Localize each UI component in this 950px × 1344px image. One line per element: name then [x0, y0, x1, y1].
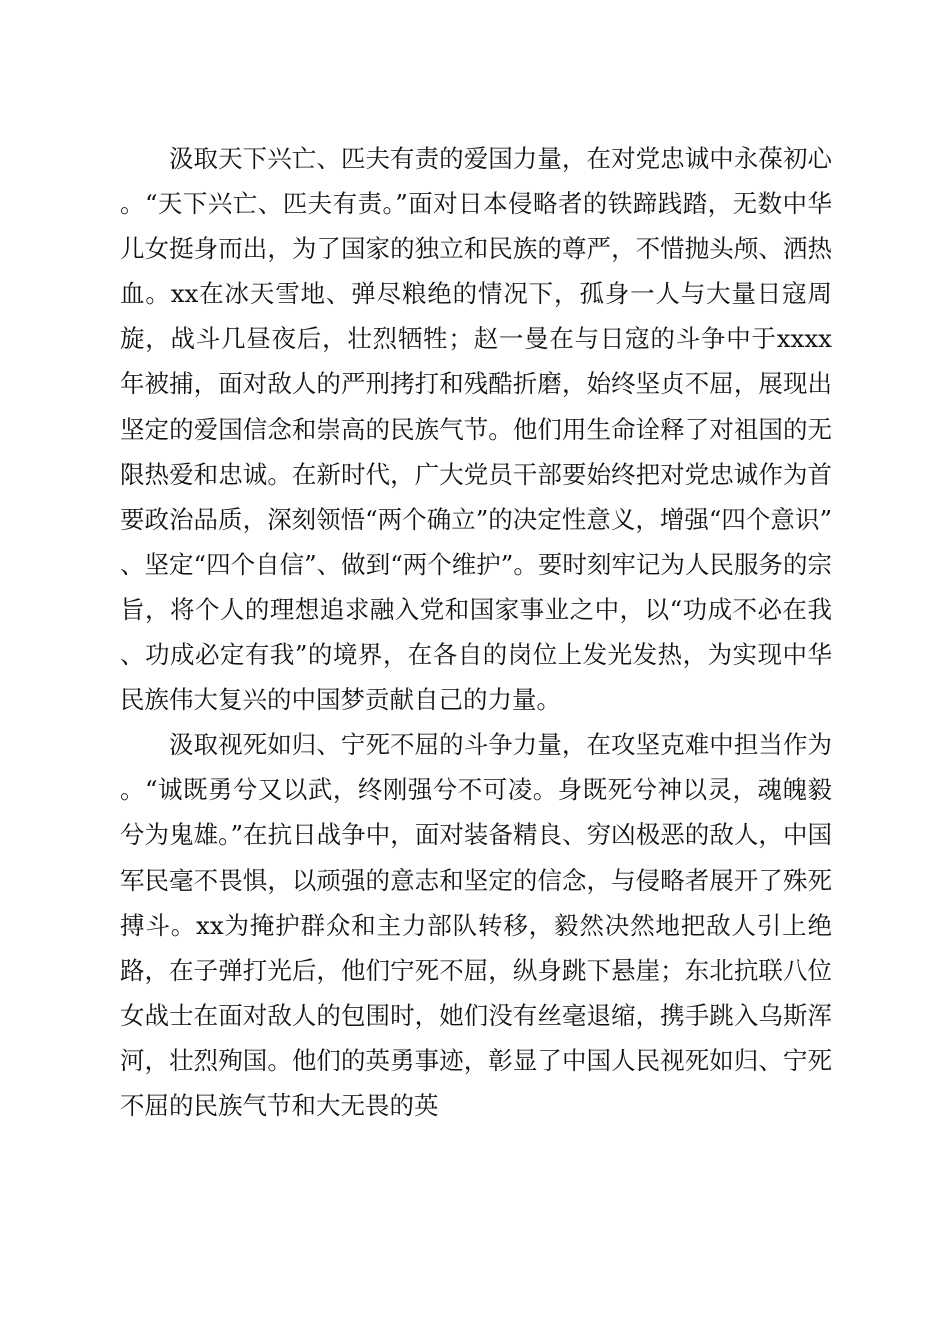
paragraph-struggle: 汲取视死如归、宁死不屈的斗争力量，在攻坚克难中担当作为。“诚既勇兮又以武，终刚强兮不可凌。身既死兮神以灵，魂魄毅兮为鬼雄。”在抗日战争中，面对装备精良、穷凶极恶的敌人，中国军民毫不畏惧，以顽强的意志和坚定的信念，与侵略者展开了殊死搏斗。xx为掩护群众和主力部队转移，毅然决然地把敌人引上绝路，在子弹打光后，他们宁死不屈，纵身跳下悬崖；东北抗联八位女战士在面对敌人的包围时，她们没有丝毫退缩，携手跳入乌斯浑河，壮烈殉国。他们的英勇事迹，彰显了中国人民视死如归、宁死不屈的民族气节和大无畏的英: [120, 730, 832, 1120]
body-text: [120, 136, 832, 1128]
paragraph-patriotism: 汲取天下兴亡、匹夫有责的爱国力量，在对党忠诚中永葆初心。“天下兴亡、匹夫有责。”面对日本侵略者的铁蹄践踏，无数中华儿女挺身而出，为了国家的独立和民族的尊严，不惜抛头颅、洒热血。xx在冰天雪地、弹尽粮绝的情况下，孤身一人与大量日寇周旋，战斗几昼夜后，壮烈牺牲；赵一曼在与日寇的斗争中于xxxx年被捕，面对敌人的严刑拷打和残酷折磨，始终坚贞不屈，展现出坚定的爱国信念和崇高的民族气节。他们用生命诠释了对祖国的无限热爱和忠诚。在新时代，广大党员干部要始终把对党忠诚作为首要政治品质，深刻领悟“两个确立”的决定性意义，增强“四个意识”、坚定“四个自信”、做到“两个维护”。要时刻牢记为人民服务的宗旨，将个人的理想追求融入党和国家事业之中，以“功成不必在我、功成必定有我”的境界，在各自的岗位上发光发热，为实现中华民族伟大复兴的中国梦贡献自己的力量。: [120, 144, 832, 715]
